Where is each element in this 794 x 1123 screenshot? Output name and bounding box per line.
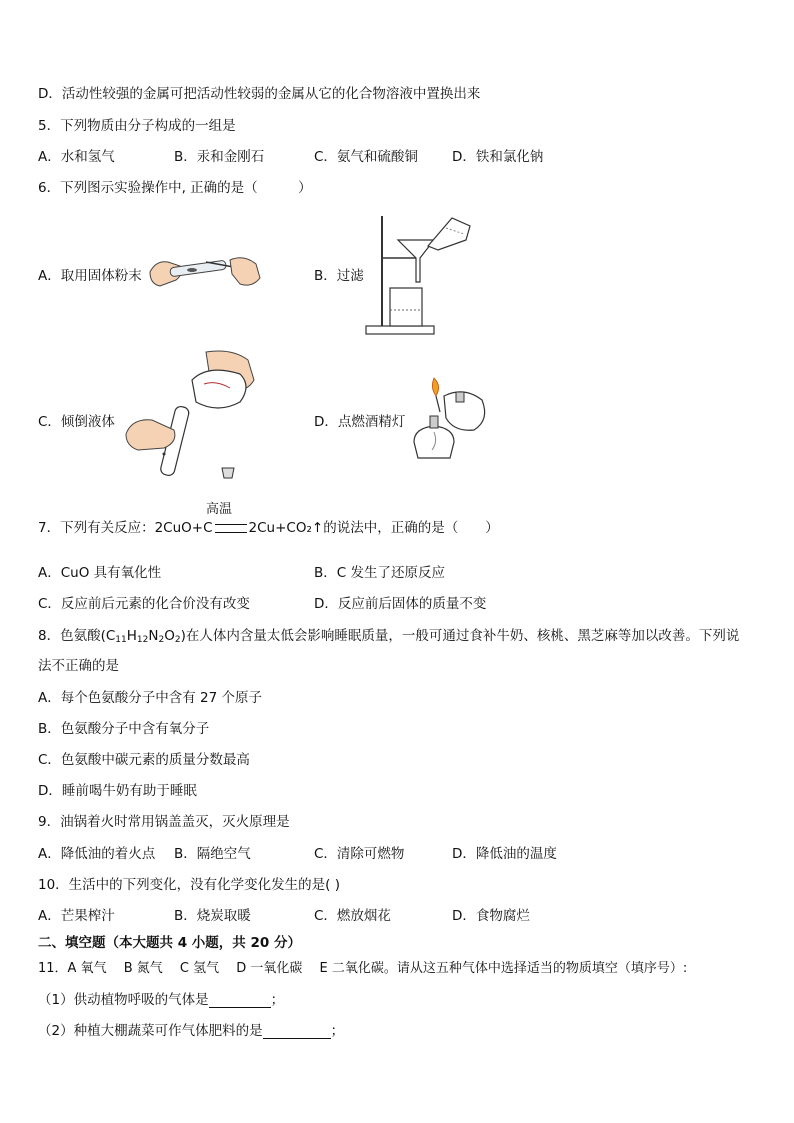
q8-prefix: 8．色氨酸(C (38, 628, 116, 644)
lighting-alcohol-lamp-illustration (404, 372, 496, 468)
q11-part2-suffix: ； (330, 1023, 345, 1039)
q8-option-b: B．色氨酸分子中含有氧分子 (38, 721, 210, 737)
q5-option-a: A．水和氢气 (38, 149, 115, 165)
q8-h-count: 12 (136, 635, 149, 645)
q10-option-a: A．芒果榨汁 (38, 908, 115, 924)
q10-option-d: D．食物腐烂 (452, 908, 530, 924)
q6-option-d: D．点燃酒精灯 (314, 414, 406, 430)
q7-option-b: B．C 发生了还原反应 (314, 565, 445, 581)
filtration-illustration (362, 212, 478, 336)
q6-stem: 6．下列图示实验操作中, 正确的是（ ） (38, 180, 312, 196)
q7-equals-sign (215, 524, 247, 533)
q11-part2-answer-blank[interactable] (263, 1022, 331, 1039)
q11-part2-text: （2）种植大棚蔬菜可作气体肥料的是 (38, 1023, 263, 1039)
q8-rest: )在人体内含量太低会影响睡眠质量，一般可通过食补牛奶、核桃、黑芝麻等加以改善。下列说 (180, 628, 740, 644)
q7-stem (38, 516, 499, 536)
q7-option-d: D．反应前后固体的质量不变 (314, 596, 487, 612)
q7-option-a: A．CuO 具有氧化性 (38, 565, 162, 581)
q8-stem-line2: 法不正确的是 (38, 658, 119, 674)
q11-part1-text: （1）供动植物呼吸的气体是 (38, 992, 209, 1008)
q10-option-b: B．烧炭取暖 (174, 908, 251, 924)
q11-part1 (38, 988, 284, 1008)
q8-n-count: 2 (158, 635, 165, 645)
q5-option-b: B．汞和金刚石 (174, 149, 265, 165)
q6-option-b: B．过滤 (314, 268, 364, 284)
q7-option-c: C．反应前后元素的化合价没有改变 (38, 596, 250, 612)
q9-option-d: D．降低油的温度 (452, 846, 557, 862)
q4-option-d: D．活动性较强的金属可把活动性较弱的金属从它的化合物溶液中置换出来 (38, 86, 481, 102)
q5-option-d: D．铁和氯化钠 (452, 149, 544, 165)
q11-part1-suffix: ； (270, 992, 285, 1008)
q11-part2 (38, 1019, 344, 1039)
q8-h: H (126, 628, 137, 644)
q8-stem-line1 (38, 624, 739, 645)
section-heading: 二、填空题（本大题共 4 小题，共 20 分） (38, 935, 301, 951)
q10-option-c: C．燃放烟花 (314, 908, 391, 924)
q9-option-a: A．降低油的着火点 (38, 846, 156, 862)
q8-option-a: A．每个色氨酸分子中含有 27 个原子 (38, 690, 262, 706)
q9-option-c: C．清除可燃物 (314, 846, 405, 862)
q7-condition-label: 高温 (206, 502, 233, 517)
q8-o: O (164, 628, 175, 644)
q5-option-c: C．氨气和硫酸铜 (314, 149, 418, 165)
q9-option-b: B．隔绝空气 (174, 846, 251, 862)
q9-stem: 9．油锅着火时常用锅盖盖灭，灭火原理是 (38, 814, 290, 830)
q8-o-count: 2 (174, 635, 181, 645)
powder-transfer-illustration (146, 246, 266, 294)
q11-stem: 11．A 氧气 B 氮气 C 氢气 D 一氧化碳 E 二氧化碳。请从这五种气体中选择适当的物质填空（填序号）: (38, 961, 688, 976)
q5-stem: 5．下列物质由分子构成的一组是 (38, 118, 236, 134)
pouring-liquid-illustration (122, 350, 282, 486)
q7-stem-suffix: 2Cu+CO₂↑的说法中，正确的是（ ） (248, 520, 499, 536)
q8-option-c: C．色氨酸中碳元素的质量分数最高 (38, 752, 250, 768)
q6-option-c: C．倾倒液体 (38, 414, 115, 430)
q6-option-a: A．取用固体粉末 (38, 268, 142, 284)
q8-n: N (148, 628, 159, 644)
q10-stem: 10．生活中的下列变化，没有化学变化发生的是( ) (38, 877, 341, 893)
q8-option-d: D．睡前喝牛奶有助于睡眠 (38, 783, 197, 799)
q11-part1-answer-blank[interactable] (209, 991, 271, 1008)
q8-c-count: 11 (115, 635, 127, 645)
q7-stem-prefix: 7．下列有关反应：2CuO+C (38, 520, 213, 536)
